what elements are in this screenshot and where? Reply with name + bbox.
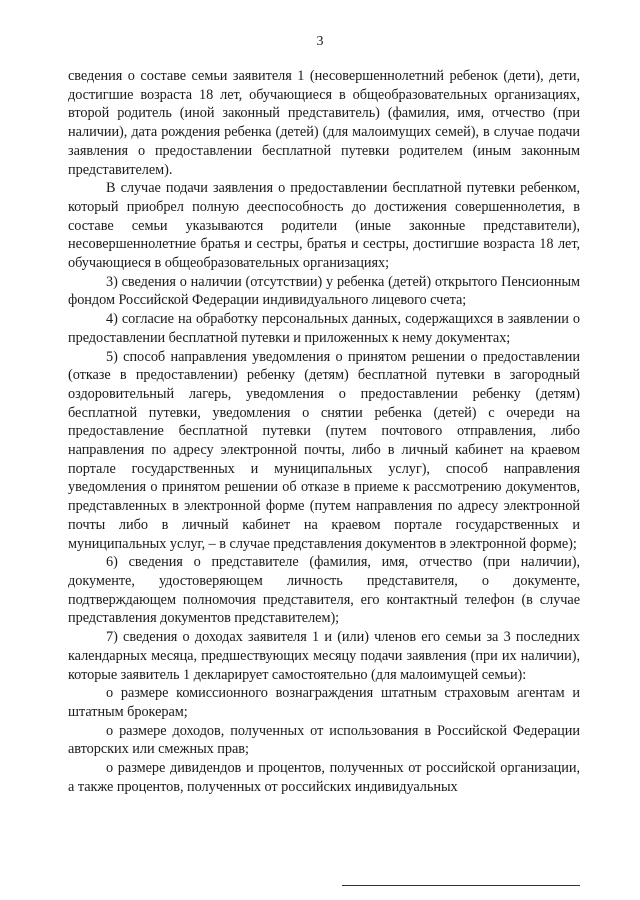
paragraph-item-3-personal-account: 3) сведения о наличии (отсутствии) у ребенка (детей) открытого Пенсионным фондом Российской Федерации индивидуального лицевого счета; [68, 273, 580, 309]
document-body [68, 67, 580, 796]
paragraph-income-copyright: о размере доходов, полученных от использования в Российской Федерации авторских или смежных прав; [68, 722, 580, 758]
paragraph-item-6-representative: 6) сведения о представителе (фамилия, имя, отчество (при наличии), документе, удостоверяющем личность представителя, о документе, подтверждающем полномочия представителя, его контактный телефон (в случае представления документов представителем); [68, 554, 580, 627]
paragraph-item-4-data-consent: 4) согласие на обработку персональных данных, содержащихся в заявлении о предоставлении бесплатной путевки и приложенных к нему документах; [68, 311, 580, 346]
paragraph-item-5-notification-method: 5) способ направления уведомления о принятом решении о предоставлении (отказе в предоставлении) ребенку (детям) бесплатной путевки в загородный оздоровительный лагерь, уведомления о предоставлении ребенку (детям) бесплатной путевки, уведомления о снятии ребенка (детей) с очереди на предоставление бесплатной путевки (путем почтового отправления, либо направления по адресу электронной почты, либо в личный кабинет на краевом портале государственных и муниципальных услуг), способ направления уведомления о принятом решении об отказе в приеме к рассмотрению документов, представленных в электронной форме (путем направления по адресу электронной почты либо в личный кабинет на краевом портале государственных и муниципальных услуг, – в случае представления документов в электронной форме); [68, 348, 580, 552]
paragraph-family-composition: сведения о составе семьи заявителя 1 (несовершеннолетний ребенок (дети), дети, достигшие возраста 18 лет, обучающиеся в общеобразовательных организациях, второй родитель (иной законный представитель) (фамилия, имя, отчество (при наличии), дата рождения ребенка (детей) (для малоимущих семей), в случае подачи заявления о предоставлении бесплатной путевки родителем (иным законным представителем). [68, 68, 580, 178]
paragraph-income-commission: о размере комиссионного вознаграждения штатным страховым агентам и штатным брокерам; [68, 685, 580, 720]
paragraph-item-7-income: 7) сведения о доходах заявителя 1 и (или) членов его семьи за 3 последних календарных месяца, предшествующих месяцу подачи заявления (при их наличии), которые заявитель 1 декларирует самостоятельно (для малоимущей семьи): [68, 629, 580, 683]
page-number: 3 [316, 34, 324, 49]
paragraph-income-dividends: о размере дивидендов и процентов, полученных от российской организации, а также процентов, полученных от российских индивидуальных [68, 760, 580, 795]
paragraph-child-full-capacity: В случае подачи заявления о предоставлении бесплатной путевки ребенком, который приобрел полную дееспособность до достижения совершеннолетия, в составе семьи указываются родители (иные законные представители), несовершеннолетние братья и сестры, братья и сестры, достигшие возраста 18 лет, обучающиеся в общеобразовательных организациях; [68, 180, 580, 272]
footer-rule [342, 885, 580, 886]
